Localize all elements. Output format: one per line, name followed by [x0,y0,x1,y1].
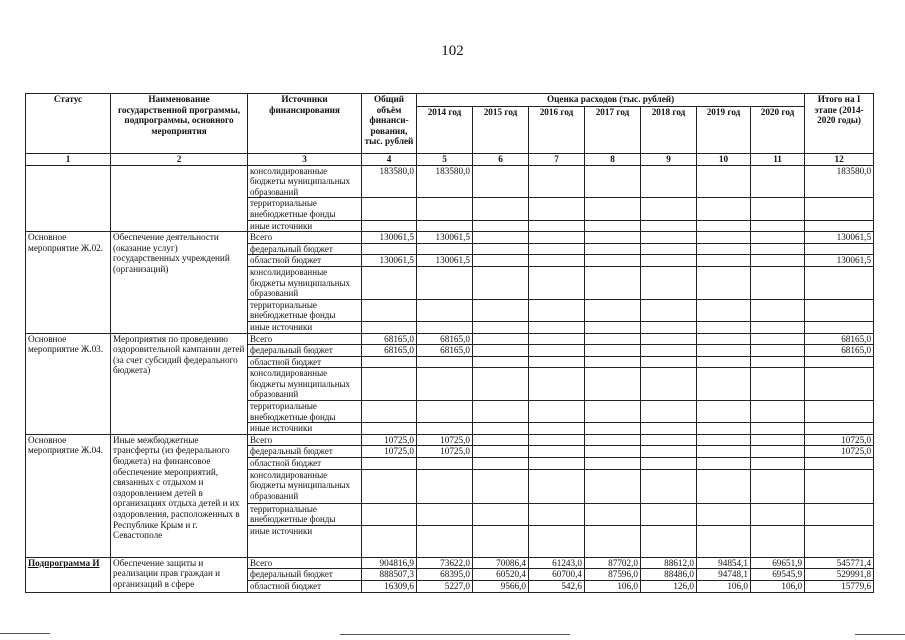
status-cell: Основное мероприятие Ж.02. [26,232,111,333]
table-row [26,165,874,198]
header-year: 2015 год [473,107,529,154]
source-cell: Всего [248,333,362,345]
name-cell: Иные межбюджетные трансферты (из федерального бюджета) на финансовое обеспечение мероприятий, связанных с отдыхом и оздоровлением детей в организациях отдыха детей и их оздоровления, расположенных в Республике Крым и г. Севастополе [111,434,248,557]
header-year: 2017 год [585,107,641,154]
header-estimate: Оценка расходов (тыс. рублей) [417,94,805,107]
value-cell: 542,6 [529,581,585,593]
value-cell: 70086,4 [473,557,529,569]
source-cell: федеральный бюджет [248,569,362,581]
scan-mark-right [855,634,905,635]
header-total: Общий объём финанси-рования, тыс. рублей [362,94,417,154]
value-cell: 15779,6 [805,581,874,593]
total-cell: 130061,5 [362,255,417,267]
source-cell: территориальные внебюджетные фонды [248,401,362,423]
value-cell: 69651,9 [751,557,805,569]
header-year: 2016 год [529,107,585,154]
value-cell: 9566,0 [473,581,529,593]
table-row [26,333,874,345]
header-year: 2014 год [417,107,473,154]
source-cell: иные источники [248,321,362,333]
column-number: 10 [697,154,751,166]
total-cell: 130061,5 [362,232,417,244]
total-cell: 68165,0 [362,333,417,345]
source-cell: федеральный бюджет [248,345,362,357]
table-row [26,232,874,244]
total-cell: 183580,0 [362,165,417,198]
stage-total-cell: 68165,0 [805,345,874,357]
value-2014-cell [417,356,473,368]
column-number: 12 [805,154,874,166]
budget-table [25,93,874,593]
value-cell: 94854,1 [697,557,751,569]
source-cell: консолидированные бюджеты муниципальных образований [248,165,362,198]
header-status: Статус [26,94,111,154]
source-cell: территориальные внебюджетные фонды [248,503,362,525]
value-cell: 106,0 [697,581,751,593]
header-year: 2018 год [641,107,697,154]
stage-total-cell: 10725,0 [805,446,874,458]
value-cell: 60700,4 [529,569,585,581]
value-cell: 60520,4 [473,569,529,581]
stage-total-cell: 68165,0 [805,333,874,345]
column-number: 5 [417,154,473,166]
source-cell: федеральный бюджет [248,446,362,458]
source-cell: иные источники [248,423,362,435]
stage-total-cell [805,356,874,368]
column-number: 7 [529,154,585,166]
value-2014-cell: 130061,5 [417,232,473,244]
total-cell [362,356,417,368]
name-cell: Мероприятия по проведению оздоровительной кампании детей (за счет субсидий федерального бюджета) [111,333,248,434]
value-cell: 888507,3 [362,569,417,581]
table-row [26,557,874,569]
value-cell: 904816,9 [362,557,417,569]
stage-total-cell [805,458,874,470]
source-cell: областной бюджет [248,356,362,368]
stage-total-cell: 10725,0 [805,434,874,446]
source-cell: консолидированные бюджеты муниципальных образований [248,469,362,503]
subprogram-name: Обеспечение защиты и реализации прав граждан и организаций в сфере [111,557,248,592]
value-cell: 88612,0 [641,557,697,569]
total-cell: 68165,0 [362,345,417,357]
value-cell: 545771,4 [805,557,874,569]
value-cell: 106,0 [751,581,805,593]
status-cell: Основное мероприятие Ж.03. [26,333,111,434]
subprogram-status: Подпрограмма И [26,557,111,592]
column-number: 9 [641,154,697,166]
value-cell: 106,0 [585,581,641,593]
header-year: 2019 год [697,107,751,154]
source-cell: консолидированные бюджеты муниципальных образований [248,266,362,299]
value-cell: 94748,1 [697,569,751,581]
column-number: 2 [111,154,248,166]
column-number: 1 [26,154,111,166]
value-cell: 68395,0 [417,569,473,581]
source-cell: Всего [248,232,362,244]
source-cell: областной бюджет [248,255,362,267]
value-2014-cell: 68165,0 [417,333,473,345]
stage-total-cell: 130061,5 [805,232,874,244]
column-number: 4 [362,154,417,166]
value-2014-cell [417,243,473,255]
name-cell [111,165,248,232]
status-cell [26,165,111,232]
stage-total-cell: 183580,0 [805,165,874,198]
value-2014-cell: 10725,0 [417,434,473,446]
page-number: 102 [441,43,464,59]
source-cell: областной бюджет [248,581,362,593]
total-cell [362,243,417,255]
source-cell: территориальные внебюджетные фонды [248,299,362,321]
column-number: 8 [585,154,641,166]
value-cell: 87702,0 [585,557,641,569]
stage-total-cell: 130061,5 [805,255,874,267]
scan-mark-bottom [340,634,570,635]
stage-total-cell [805,243,874,255]
value-cell: 88486,0 [641,569,697,581]
value-cell: 73622,0 [417,557,473,569]
source-cell: Всего [248,557,362,569]
source-cell: иные источники [248,220,362,232]
total-cell: 10725,0 [362,446,417,458]
value-cell: 69545,9 [751,569,805,581]
header-name: Наименование государственной программы, подпрограммы, основного мероприятия [111,94,248,154]
value-cell: 16309,6 [362,581,417,593]
value-cell: 61243,0 [529,557,585,569]
total-cell [362,458,417,470]
name-cell: Обеспечение деятельности (оказание услуг) государственных учреждений (организаций) [111,232,248,333]
header-stage-total: Итого на I этапе (2014-2020 годы) [805,94,874,154]
scan-mark-left [0,633,50,634]
value-cell: 529991,8 [805,569,874,581]
column-number: 3 [248,154,362,166]
source-cell: консолидированные бюджеты муниципальных образований [248,368,362,401]
table-row [26,434,874,446]
source-cell: Всего [248,434,362,446]
source-cell: территориальные внебюджетные фонды [248,198,362,220]
source-cell: иные источники [248,525,362,557]
value-cell: 5227,0 [417,581,473,593]
header-sources: Источники финансирования [248,94,362,154]
value-2014-cell [417,458,473,470]
status-cell: Основное мероприятие Ж.04. [26,434,111,557]
source-cell: федеральный бюджет [248,243,362,255]
value-cell: 126,0 [641,581,697,593]
value-2014-cell: 130061,5 [417,255,473,267]
value-2014-cell: 183580,0 [417,165,473,198]
header-year: 2020 год [751,107,805,154]
value-2014-cell: 68165,0 [417,345,473,357]
column-number: 11 [751,154,805,166]
total-cell: 10725,0 [362,434,417,446]
source-cell: областной бюджет [248,458,362,470]
value-cell: 87596,0 [585,569,641,581]
column-number: 6 [473,154,529,166]
value-2014-cell: 10725,0 [417,446,473,458]
